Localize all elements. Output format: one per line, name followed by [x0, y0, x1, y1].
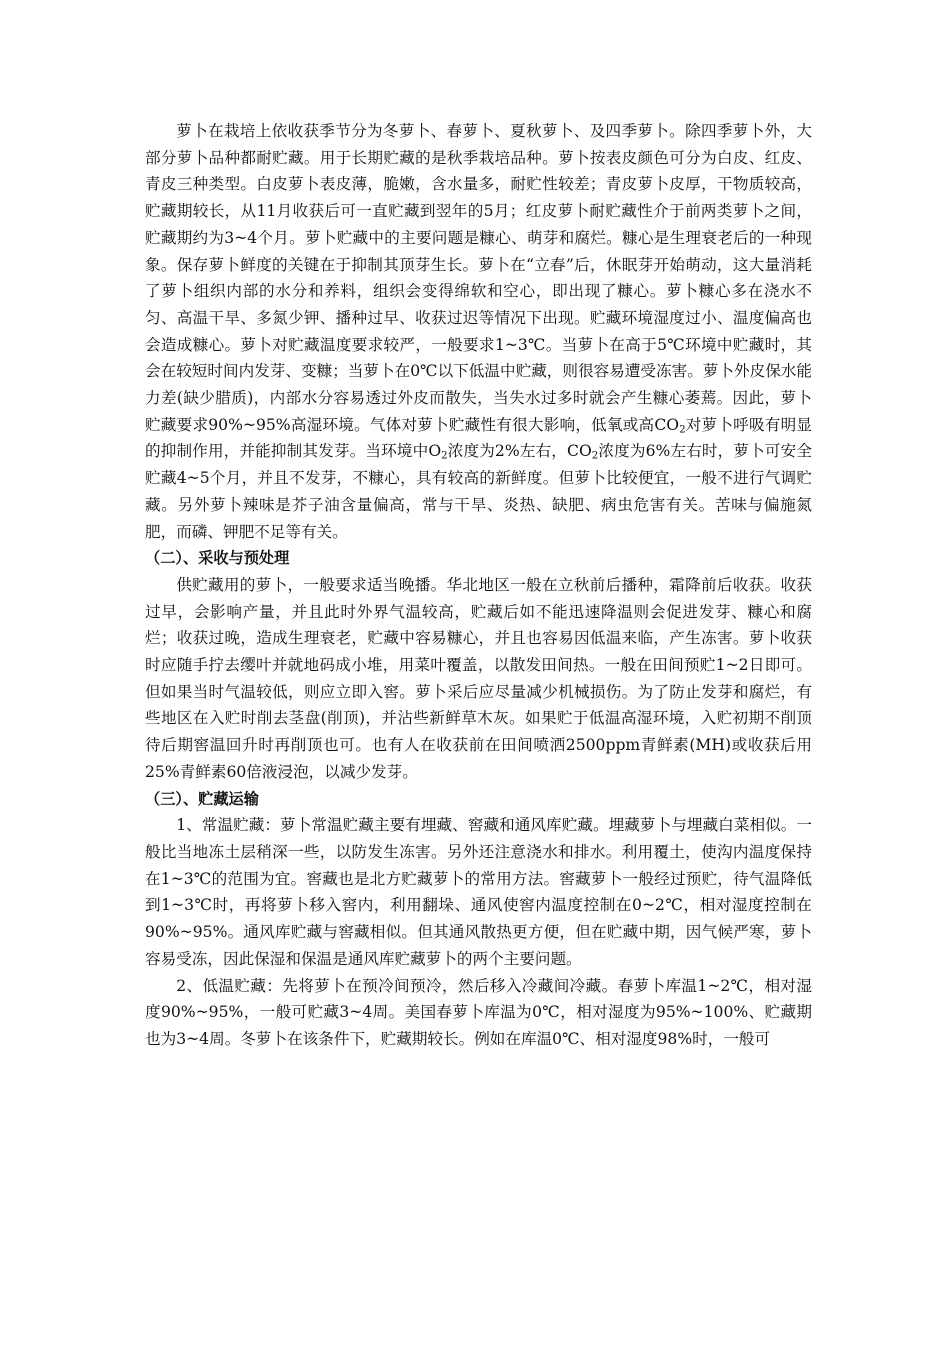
paragraph-ambient-storage: 1、常温贮藏：萝卜常温贮藏主要有埋藏、窖藏和通风库贮藏。埋藏萝卜与埋藏白菜相似。一般比当地冻土层稍深一些，以防发生冻害。另外还注意浇水和排水。利用覆土，使沟内温度保持在1~3℃的范围为宜。窖藏也是北方贮藏萝卜的常用方法。窖藏萝卜一般经过预贮，待气温降低到1~3℃时，再将萝卜移入窖内，利用翻垛、通风使窖内温度控制在0~2℃，相对湿度控制在90%~95%。通风库贮藏与窖藏相似。但其通风散热更方便，但在贮藏中期，因气候严寒，萝卜容易受冻，因此保湿和保温是通风库贮藏萝卜的两个主要问题。 — [145, 816, 812, 968]
paragraph-harvest: 供贮藏用的萝卜，一般要求适当晚播。华北地区一般在立秋前后播种，霜降前后收获。收获过早，会影响产量，并且此时外界气温较高，贮藏后如不能迅速降温则会促进发芽、糠心和腐烂；收获过晚，造成生理衰老，贮藏中容易糠心，并且也容易因低温来临，产生冻害。萝卜收获时应随手拧去缨叶并就地码成小堆，用菜叶覆盖，以散发田间热。一般在田间预贮1~2日即可。但如果当时气温较低，则应立即入窖。萝卜采后应尽量减少机械损伤。为了防止发芽和腐烂，有些地区在入贮时削去茎盘(削顶)，并沾些新鲜草木灰。如果贮于低温高湿环境，入贮初期不削顶待后期窖温回升时再削顶也可。也有人在收获前在田间喷洒2500ppm青鲜素(MH)或收获后用25%青鲜素60倍液浸泡，以减少发芽。 — [145, 575, 812, 781]
paragraph-text: 对萝卜呼吸有明显的抑制作用，并能抑制其发芽。当环境中O — [145, 415, 812, 461]
subscript: 2 — [591, 450, 599, 462]
paragraph-text: 浓度为6%左右时，萝卜可安全贮藏4~5个月，并且不发芽，不糠心，具有较高的新鲜度。但萝卜比较便宜，一般不进行气调贮藏。另外萝卜辣味是芥子油含量偏高，常与干旱、炎热、缺肥、病虫危害有关。苦味与偏施氮肥，而磷、钾肥不足等有关。 — [145, 442, 812, 541]
paragraph-cold-storage: 2、低温贮藏：先将萝卜在预冷间预冷，然后移入冷藏间冷藏。春萝卜库温1~2℃，相对湿度90%~95%，一般可贮藏3~4周。美国春萝卜库温为0℃，相对湿度为95%~100%、贮藏期也为3~4周。冬萝卜在该条件下，贮藏期较长。例如在库温0℃、相对湿度98%时，一般可 — [145, 976, 812, 1048]
section-heading-storage-transport: （三）、贮藏运输 — [145, 789, 259, 808]
paragraph-text: 萝卜在栽培上依收获季节分为冬萝卜、春萝卜、夏秋萝卜、及四季萝卜。除四季萝卜外，大部分萝卜品种都耐贮藏。用于长期贮藏的是秋季栽培品种。萝卜按表皮颜色可分为白皮、红皮、青皮三种类型。白皮萝卜表皮薄，脆嫩，含水量多，耐贮性较差；青皮萝卜皮厚，干物质较高，贮藏期较长，从11月收获后可一直贮藏到翌年的5月；红皮萝卜耐贮藏性介于前两类萝卜之间，贮藏期约为3~4个月。萝卜贮藏中的主要问题是糠心、萌芽和腐烂。糠心是生理衰老后的一种现象。保存萝卜鲜度的关键在于抑制其顶芽生长。萝卜在“立春”后，休眠芽开始萌动，这大量消耗了萝卜组织内部的水分和养料，组织会变得绵软和空心，即出现了糠心。萝卜糠心多在浇水不匀、高温干旱、多氮少钾、播种过早、收获过迟等情况下出现。贮藏环境湿度过小、温度偏高也会造成糠心。萝卜对贮藏温度要求较严，一般要求1~3℃。当萝卜在高于5℃环境中贮藏时，其会在较短时间内发芽、变糠；当萝卜在0℃以下低温中贮藏，则很容易遭受冻害。萝卜外皮保水能力差(缺少腊质)，内部水分容易透过外皮而散失，当失水过多时就会产生糠心萎蔫。因此，萝卜贮藏要求90%~95%高湿环境。气体对萝卜贮藏性有很大影响，低氧或高CO — [145, 122, 812, 434]
paragraph-text: 浓度为2%左右，CO — [447, 442, 592, 461]
paragraph-storage-characteristics — [145, 118, 812, 545]
section-heading-harvest: （二）、采收与预处理 — [145, 549, 290, 568]
subscript: 2 — [679, 424, 686, 436]
subscript: 2 — [441, 450, 448, 462]
document-page — [145, 118, 812, 1053]
